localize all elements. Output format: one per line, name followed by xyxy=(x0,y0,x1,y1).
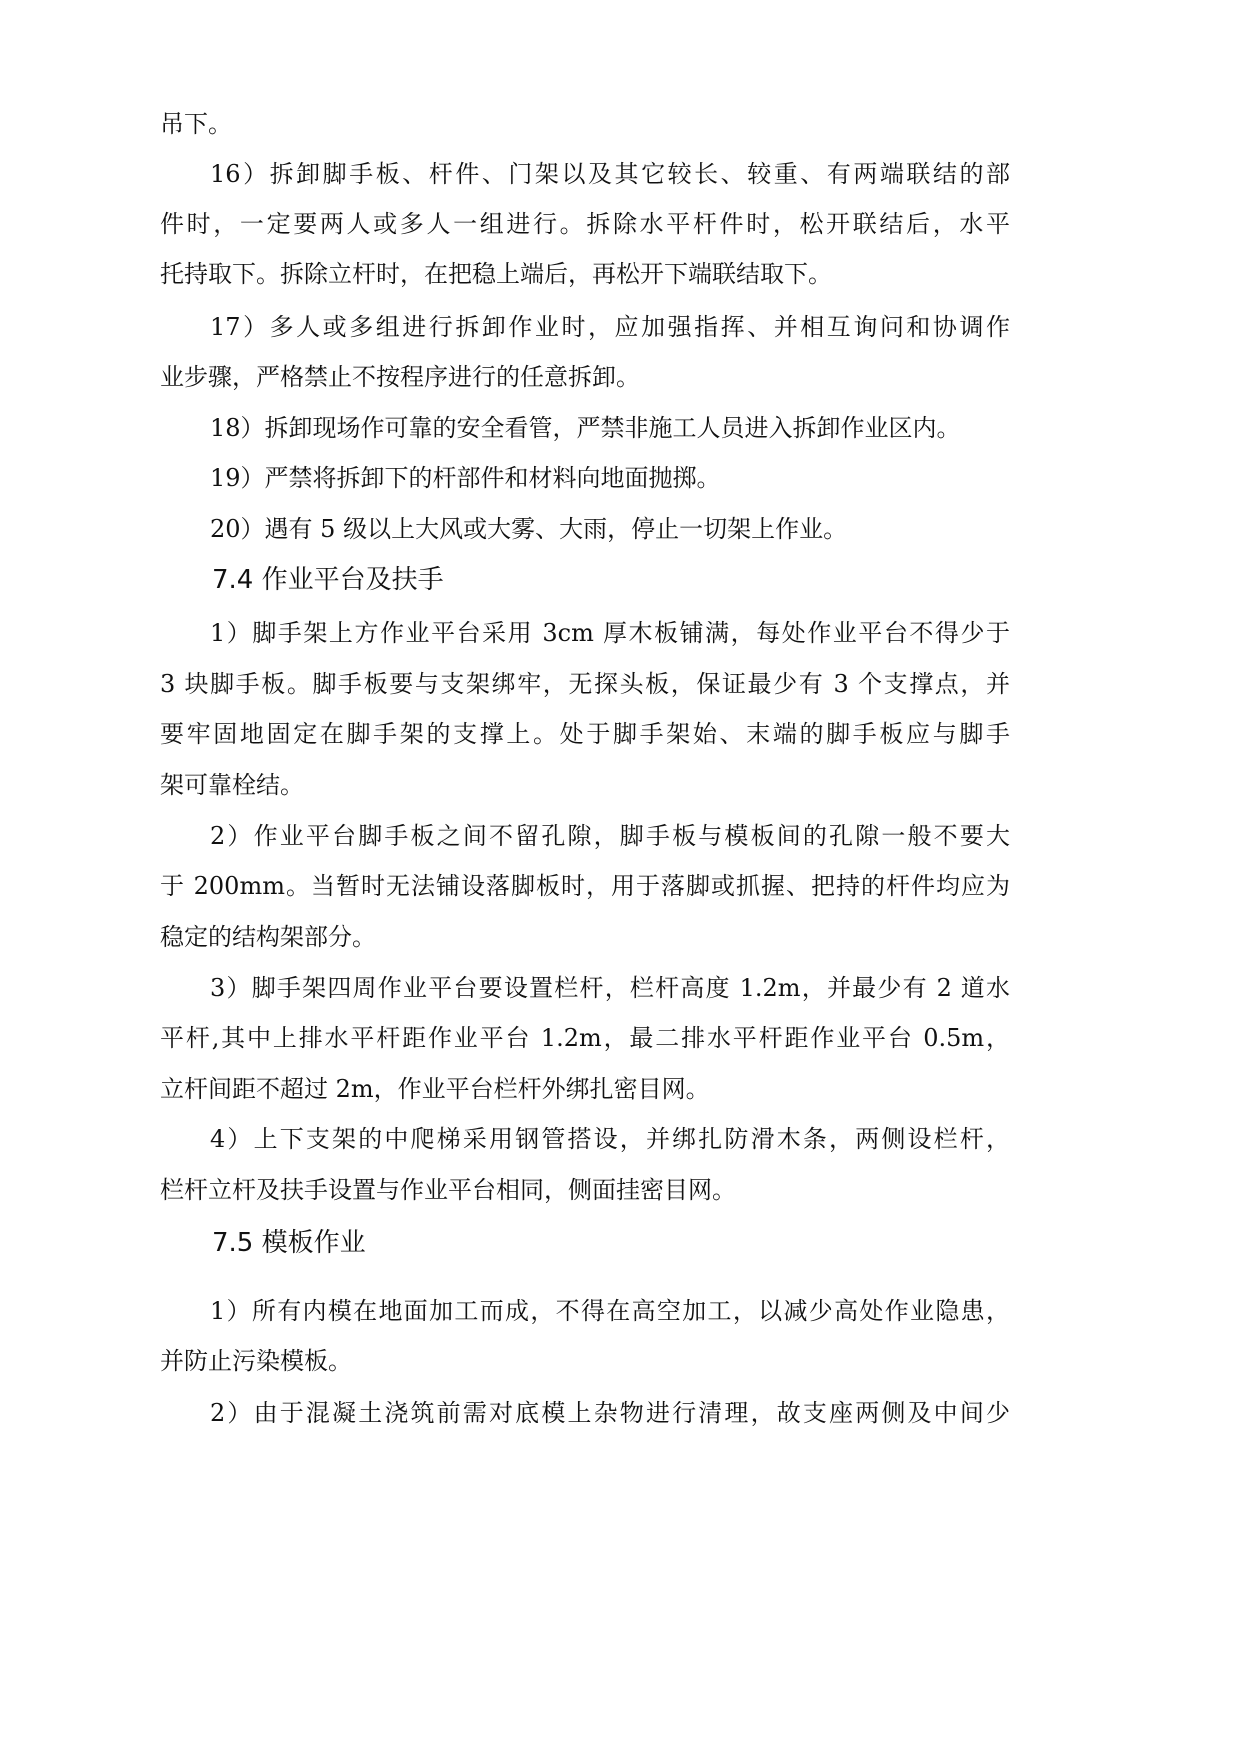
text-line: 栏杆立杆及扶手设置与作业平台相同，侧面挂密目网。 xyxy=(160,1176,736,1204)
text-line: 18）拆卸现场作可靠的安全看管，严禁非施工人员进入拆卸作业区内。 xyxy=(210,414,961,442)
section-heading: 7.4 作业平台及扶手 xyxy=(212,565,444,595)
text-line: 16）拆卸脚手板、杆件、门架以及其它较长、较重、有两端联结的部 xyxy=(210,160,1010,188)
text-line: 要牢固地固定在脚手架的支撑上。处于脚手架始、末端的脚手板应与脚手 xyxy=(160,720,1010,748)
text-line: 17）多人或多组进行拆卸作业时，应加强指挥、并相互询问和协调作 xyxy=(210,313,1010,341)
text-line: 2）由于混凝土浇筑前需对底模上杂物进行清理，故支座两侧及中间少 xyxy=(210,1399,1010,1427)
text-line: 19）严禁将拆卸下的杆部件和材料向地面抛掷。 xyxy=(210,464,721,492)
text-line: 件时，一定要两人或多人一组进行。拆除水平杆件时，松开联结后，水平 xyxy=(160,210,1010,238)
text-line: 1）脚手架上方作业平台采用 3cm 厚木板铺满，每处作业平台不得少于 xyxy=(210,619,1010,647)
text-line: 吊下。 xyxy=(160,110,232,138)
text-line: 1）所有内模在地面加工而成，不得在高空加工，以减少高处作业隐患， xyxy=(210,1297,1010,1325)
section-heading: 7.5 模板作业 xyxy=(212,1228,366,1258)
text-line: 3 块脚手板。脚手板要与支架绑牢，无探头板，保证最少有 3 个支撑点，并 xyxy=(160,670,1010,698)
text-line: 立杆间距不超过 2m，作业平台栏杆外绑扎密目网。 xyxy=(160,1075,710,1103)
text-line: 3）脚手架四周作业平台要设置栏杆，栏杆高度 1.2m，并最少有 2 道水 xyxy=(210,974,1010,1002)
text-line: 于 200mm。当暂时无法铺设落脚板时，用于落脚或抓握、把持的杆件均应为 xyxy=(160,872,1010,900)
text-line: 平杆,其中上排水平杆距作业平台 1.2m，最二排水平杆距作业平台 0.5m， xyxy=(160,1024,1010,1052)
text-line: 托持取下。拆除立杆时，在把稳上端后，再松开下端联结取下。 xyxy=(160,260,832,288)
text-line: 业步骤，严格禁止不按程序进行的任意拆卸。 xyxy=(160,363,640,391)
text-line: 稳定的结构架部分。 xyxy=(160,923,376,951)
text-line: 2）作业平台脚手板之间不留孔隙，脚手板与模板间的孔隙一般不要大 xyxy=(210,822,1010,850)
text-line: 架可靠栓结。 xyxy=(160,771,304,799)
text-line: 并防止污染模板。 xyxy=(160,1347,352,1375)
text-line: 20）遇有 5 级以上大风或大雾、大雨，停止一切架上作业。 xyxy=(210,515,848,543)
text-line: 4）上下支架的中爬梯采用钢管搭设，并绑扎防滑木条，两侧设栏杆， xyxy=(210,1125,1010,1153)
